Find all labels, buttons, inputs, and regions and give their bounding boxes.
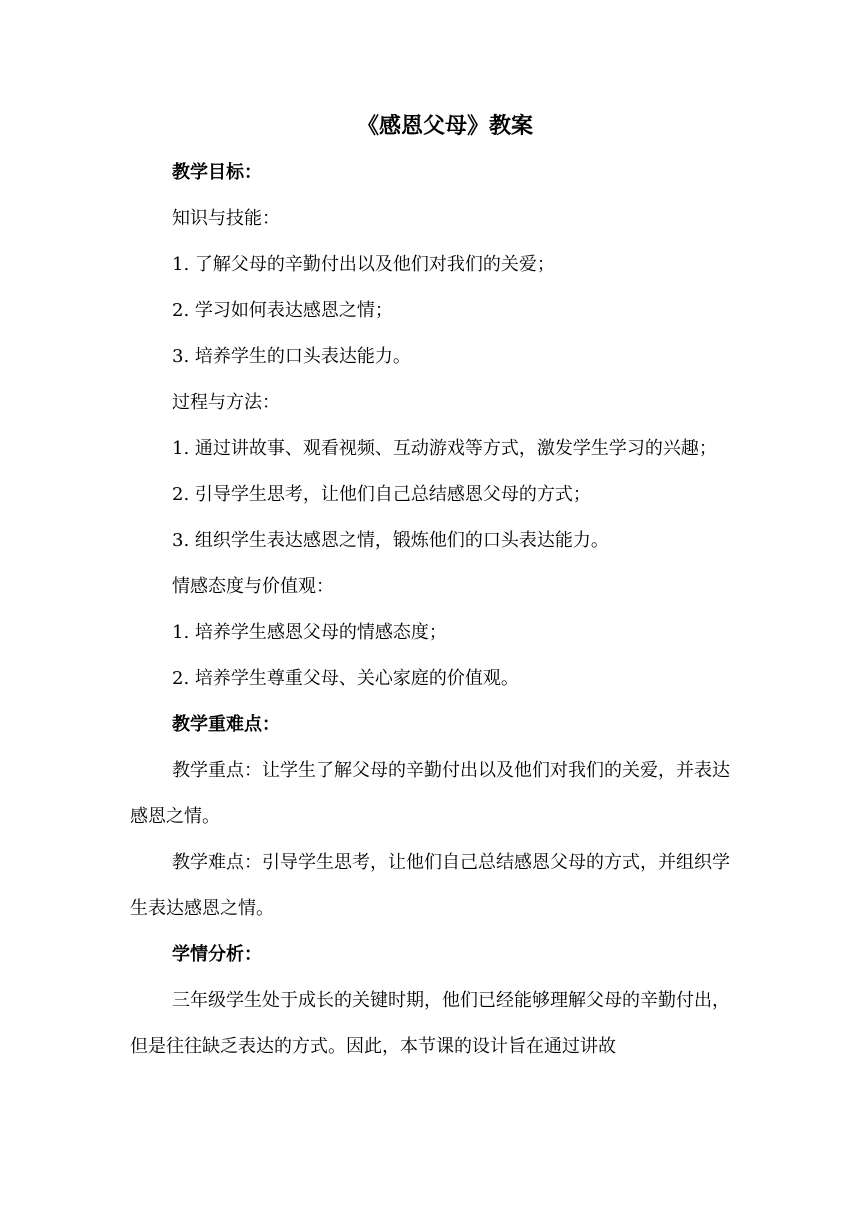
- paragraph: 知识与技能：: [172, 208, 280, 229]
- paragraph: 教学重点：让学生了解父母的辛勤付出以及他们对我们的关爱，并表达感恩之情。: [130, 760, 730, 827]
- paragraph: 教学难点：引导学生思考，让他们自己总结感恩父母的方式，并组织学生表达感恩之情。: [130, 852, 730, 919]
- paragraph: 情感态度与价值观：: [172, 576, 334, 597]
- paragraph: 2. 培养学生尊重父母、关心家庭的价值观。: [172, 668, 519, 689]
- paragraph: 3. 培养学生的口头表达能力。: [172, 346, 411, 367]
- paragraph: 过程与方法：: [172, 392, 280, 413]
- paragraph: 2. 学习如何表达感恩之情；: [172, 300, 393, 321]
- paragraph: 3. 组织学生表达感恩之情，锻炼他们的口头表达能力。: [172, 530, 609, 551]
- document-body: [130, 104, 730, 1070]
- section-heading-key-points: 教学重难点：: [172, 714, 280, 735]
- paragraph: 1. 培养学生感恩父母的情感态度；: [172, 622, 447, 643]
- paragraph: 1. 了解父母的辛勤付出以及他们对我们的关爱；: [172, 254, 555, 275]
- section-heading-student-analysis: 学情分析：: [172, 944, 262, 965]
- section-heading-objectives: 教学目标：: [172, 162, 262, 183]
- paragraph: 1. 通过讲故事、观看视频、互动游戏等方式，激发学生学习的兴趣；: [172, 438, 717, 459]
- document-title: 《感恩父母》教案: [356, 114, 533, 139]
- paragraph: 2. 引导学生思考，让他们自己总结感恩父母的方式；: [172, 484, 591, 505]
- paragraph: 三年级学生处于成长的关键时期，他们已经能够理解父母的辛勤付出，但是往往缺乏表达的方式。因此，本节课的设计旨在通过讲故: [130, 990, 730, 1057]
